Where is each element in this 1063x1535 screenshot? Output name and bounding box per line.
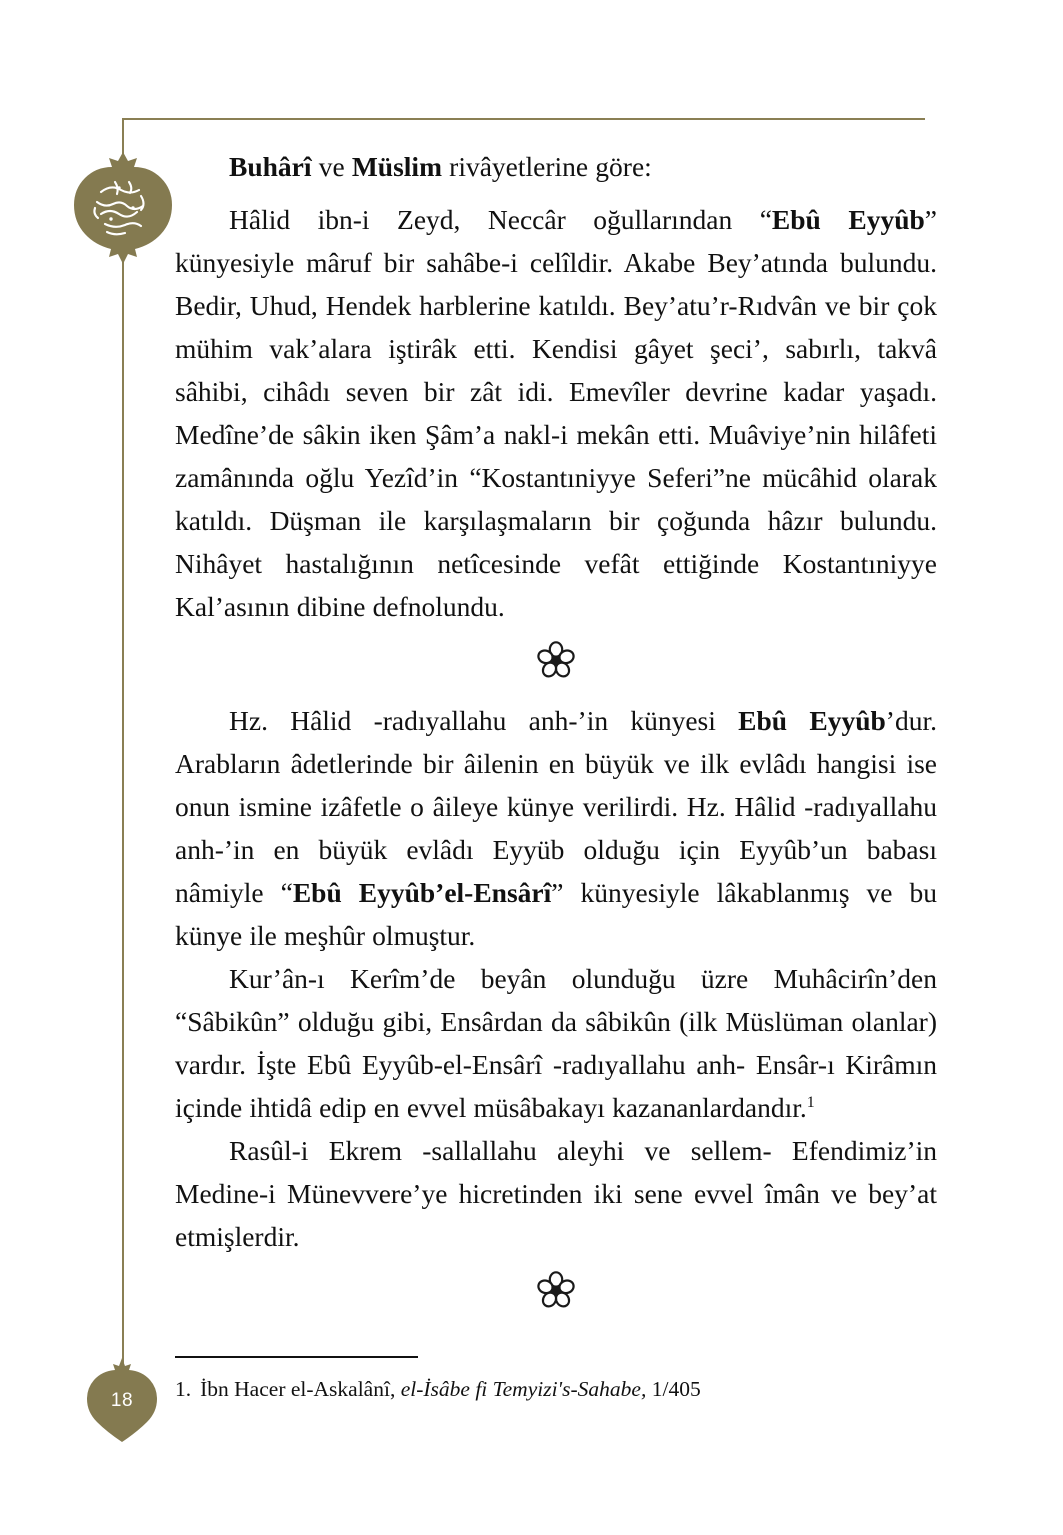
top-border-rule bbox=[122, 118, 925, 120]
p1-bold-ebu-eyyub: Ebû Eyyûb bbox=[771, 204, 925, 235]
p3-text: Kur’ân-ı Kerîm’de beyân olunduğu üzre Muhâcirîn’den “Sâbikûn” olduğu gibi, Ensârdan da sâbikûn (ilk Müslüman olanlar) vardır. İşte Ebû Eyyûb-el-Ensârî -radıyallahu anh- Ensâr-ı Kirâmın içinde ihtidâ edip en evvel müsâbakayı kazananlardandır. bbox=[175, 963, 937, 1123]
p1-part-2: ” künyesiyle mâruf bir sahâbe-i celîldir. Akabe Bey’atında bulundu. Bedir, Uhud, Hendek harblerine katıldı. Bey’atu’r-Rıdvân ve bir çok mühim vak’alara iştirâk etti. Kendisi gâyet şeci’, sabırlı, takvâ sâhibi, cihâdı seven bir zât idi. Emevîler devrine kadar yaşadı. Medîne’de sâkin iken Şâm’a nakl-i mekân etti. Muâviye’nin hilâfeti zamânında oğlu Yezîd’in “Kostantıniyye Seferi”ne mücâhid olarak katıldı. Düşman ile karşılaşmaların bir çoğunda hâzır bulundu. Nihâyet hastalığının netîcesinde vefât ettiğinde Kostantıniyye Kal’asının dibine defnolundu. bbox=[175, 204, 937, 622]
page-number-medallion bbox=[86, 1356, 158, 1444]
footnote-block bbox=[175, 1356, 937, 1403]
p2-bold-ebu-eyyub-el-ensari: Ebû Eyyûb’el-Ensârî bbox=[292, 877, 552, 908]
intro-paragraph bbox=[175, 145, 937, 188]
page-number-text: 18 bbox=[110, 1390, 134, 1411]
p2-part-3: ” künyesiyle lâkablanmış ve bu künye ile meşhûr olmuştur. bbox=[175, 877, 938, 951]
text-column bbox=[175, 145, 937, 1329]
intro-bold-buhari: Buhârî bbox=[229, 151, 312, 182]
flower-ornament-divider-2 bbox=[175, 1270, 937, 1315]
paragraph-3 bbox=[175, 957, 937, 1129]
footnote-entry bbox=[175, 1375, 937, 1403]
p1-part-1: Hâlid ibn-i Zeyd, Neccâr oğullarından “ bbox=[229, 204, 772, 235]
flower-ornament-divider-1 bbox=[175, 640, 937, 685]
footnote-title: el-İsâbe fi Temyizi's-Sahabe, bbox=[400, 1377, 647, 1401]
footnote-separator-rule bbox=[175, 1356, 418, 1358]
p2-part-2: ’dur. Arabların âdetlerinde bir âilenin en büyük ve ilk evlâdı hangisi ise onun ismine izâfetle o âileye künye verilirdi. Hz. Hâlid -radıyallahu anh-’in en büyük evlâdı Eyyüb olduğu için Eyyûb’un babası nâmiyle “ bbox=[175, 705, 937, 908]
arabic-calligraphy-medallion-icon bbox=[71, 152, 175, 264]
left-border-rule bbox=[122, 118, 124, 1374]
footnote-reference: 1/405 bbox=[651, 1377, 701, 1401]
p2-part-1: Hz. Hâlid -radıyallahu anh-’in künyesi bbox=[229, 705, 739, 736]
intro-mid: ve bbox=[311, 151, 352, 182]
paragraph-4: Rasûl-i Ekrem -sallallahu aleyhi ve sellem- Efendimiz’in Medine-i Münevvere’ye hicretinden iki sene evvel îmân ve bey’at etmişlerdir. bbox=[175, 1135, 937, 1252]
intro-bold-muslim: Müslim bbox=[351, 151, 442, 182]
p2-bold-ebu-eyyub: Ebû Eyyûb bbox=[738, 705, 886, 736]
footnote-number: 1. bbox=[175, 1377, 192, 1401]
paragraph-gap bbox=[175, 188, 937, 198]
paragraph-2 bbox=[175, 699, 937, 957]
flower-icon bbox=[536, 640, 576, 680]
paragraph-1 bbox=[175, 198, 937, 628]
footnote-author: İbn Hacer el-Askalânî, bbox=[200, 1377, 396, 1401]
flower-icon bbox=[536, 1270, 576, 1310]
intro-tail: rivâyetlerine göre: bbox=[441, 151, 652, 182]
footnote-marker: 1 bbox=[806, 1093, 815, 1111]
